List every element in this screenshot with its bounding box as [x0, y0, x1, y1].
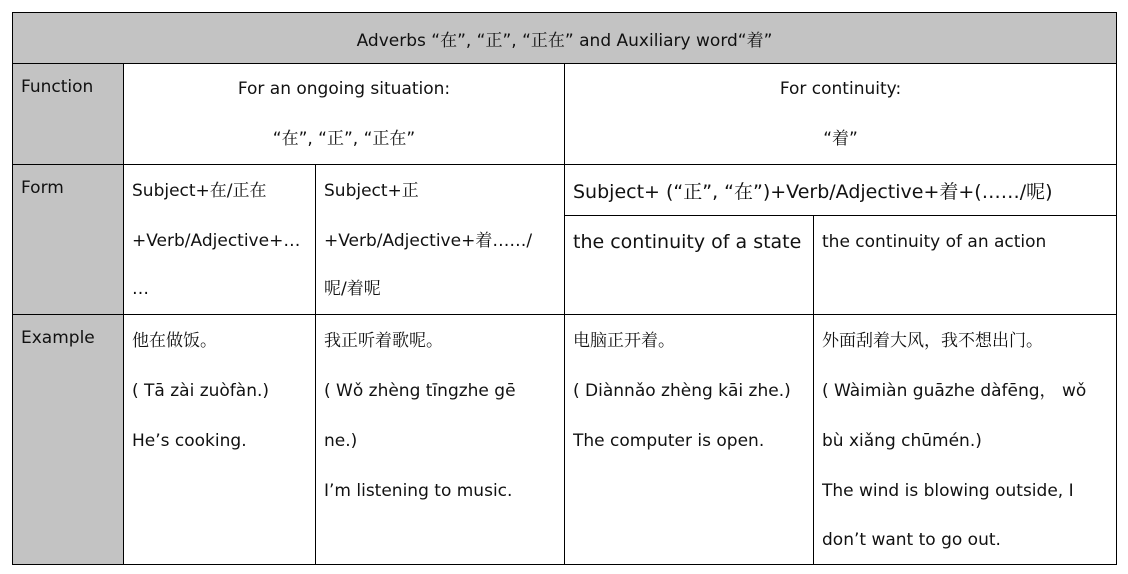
form-action-cell	[814, 216, 1117, 315]
function-continuity-line-2: “着”	[823, 129, 858, 149]
form-label: Form	[13, 165, 124, 315]
example-label: Example	[13, 315, 124, 565]
form-col2-line-1: Subject+正	[324, 181, 419, 201]
example-col2-line-2: ( Wǒ zhèng tīngzhe gē	[324, 381, 516, 401]
function-label: Function	[13, 64, 124, 165]
example-col4-line-2: ( Wàimiàn guāzhe dàfēng， wǒ	[822, 381, 1087, 401]
function-ongoing-line-2: “在”, “正”, “正在”	[272, 129, 416, 149]
form-state-cell	[565, 216, 814, 315]
example-col1-line-2: ( Tā zài zuòfàn.)	[132, 381, 270, 401]
function-continuity-cell	[565, 64, 1117, 165]
form-col2-line-3: 呢/着呢	[324, 279, 381, 299]
form-action-text: the continuity of an action	[822, 232, 1047, 252]
grammar-table	[12, 12, 1117, 565]
example-col4-line-5: don’t want to go out.	[822, 530, 1001, 550]
example-col1-line-3: He’s cooking.	[132, 431, 247, 451]
function-ongoing-cell	[124, 64, 565, 165]
table-title: Adverbs “在”, “正”, “正在” and Auxiliary word“着”	[13, 13, 1117, 64]
example-col2-line-3: ne.)	[324, 431, 358, 451]
example-col4-line-4: The wind is blowing outside, I	[822, 481, 1074, 501]
example-col4-line-1: 外面刮着大风，我不想出门。	[822, 331, 1043, 351]
example-col4-cell	[814, 315, 1117, 565]
example-col3-line-3: The computer is open.	[573, 431, 765, 451]
example-col4-line-3: bù xiǎng chūmén.)	[822, 431, 982, 451]
form-right-header: Subject+ (“正”, “在”)+Verb/Adjective+着+(……/呢)	[565, 165, 1117, 216]
form-col2-cell	[316, 165, 565, 315]
form-col1-cell	[124, 165, 316, 315]
function-continuity-line-1: For continuity:	[779, 79, 902, 99]
example-col1-line-1: 他在做饭。	[132, 331, 217, 351]
form-state-text: the continuity of a state	[573, 231, 802, 253]
form-col1-line-3: …	[132, 279, 149, 299]
example-col2-cell	[316, 315, 565, 565]
example-col3-cell	[565, 315, 814, 565]
example-col3-line-2: ( Diànnǎo zhèng kāi zhe.)	[573, 381, 791, 401]
function-ongoing-line-1: For an ongoing situation:	[237, 79, 451, 99]
example-col3-line-1: 电脑正开着。	[573, 331, 675, 351]
form-col1-line-2: +Verb/Adjective+…	[132, 231, 301, 251]
form-col2-line-2: +Verb/Adjective+着……/	[324, 231, 533, 251]
example-col1-cell	[124, 315, 316, 565]
form-col1-line-1: Subject+在/正在	[132, 181, 267, 201]
example-col2-line-1: 我正听着歌呢。	[324, 331, 443, 351]
example-col2-line-4: I’m listening to music.	[324, 481, 513, 501]
